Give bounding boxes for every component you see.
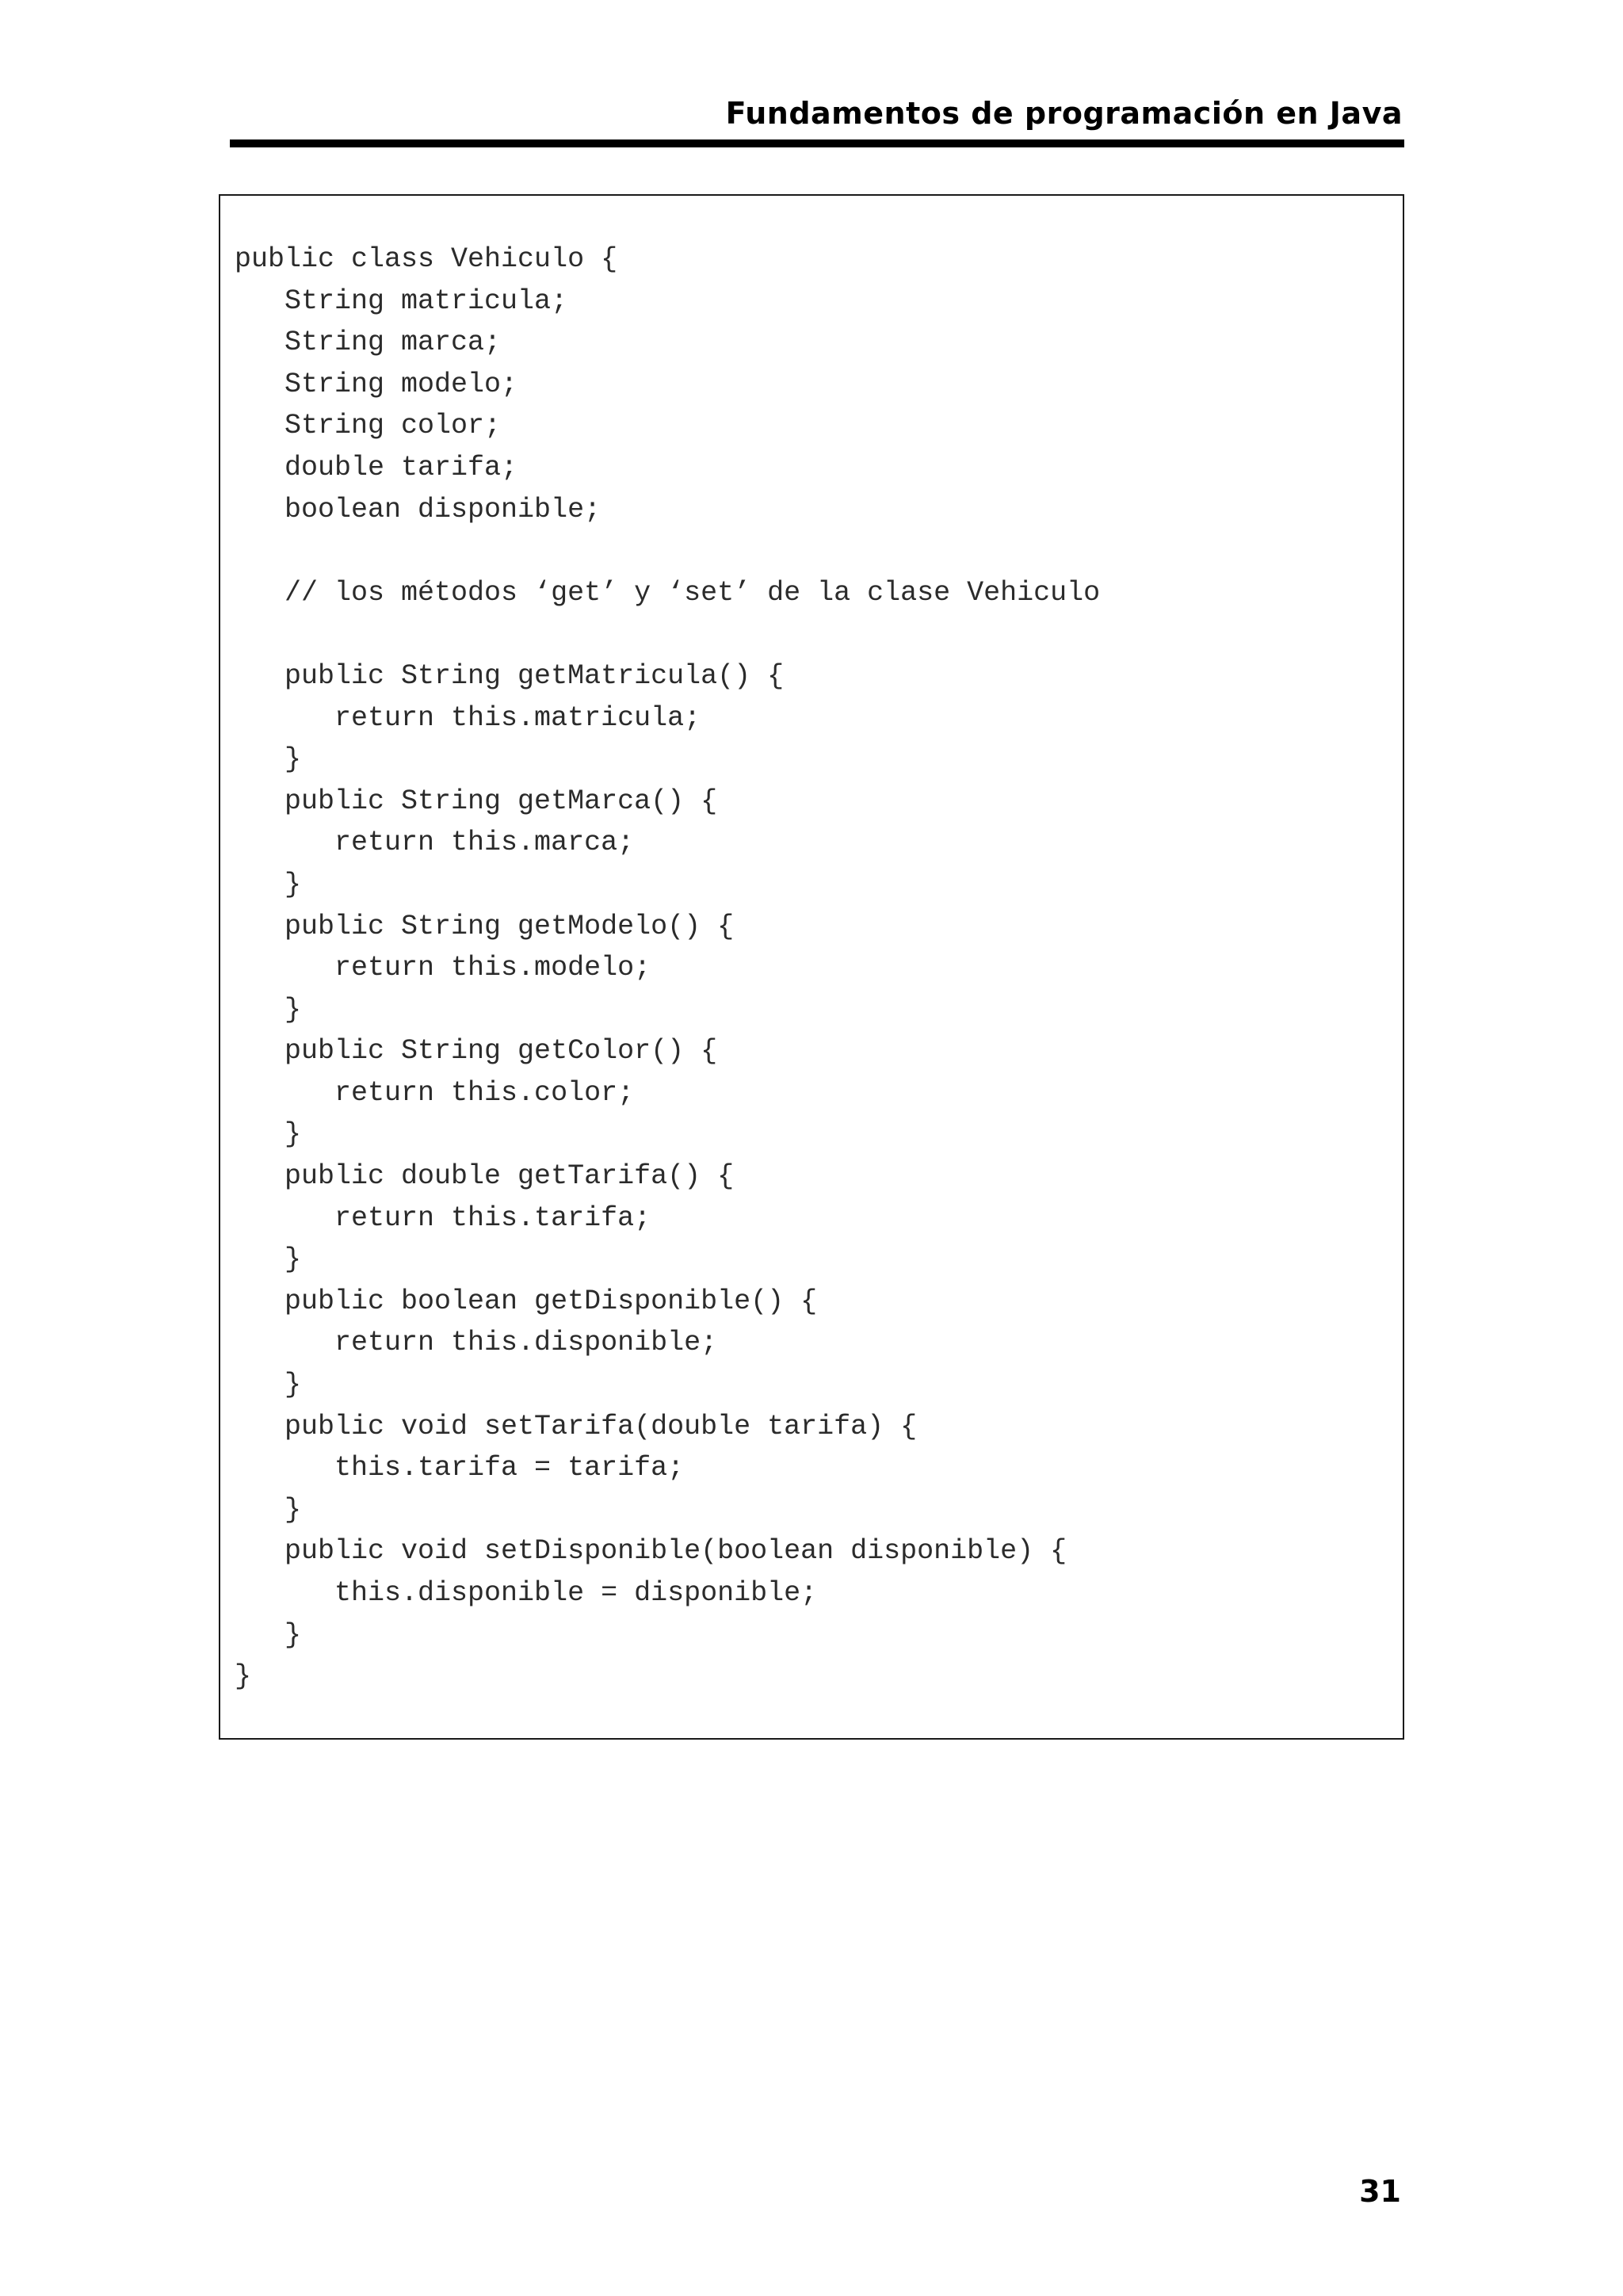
code-line: }: [235, 1660, 252, 1693]
code-line: }: [235, 1118, 302, 1151]
code-line: return this.color;: [235, 1076, 635, 1109]
code-line: [235, 530, 1100, 572]
code-line: public String getModelo() {: [235, 910, 735, 942]
code-line: return this.disponible;: [235, 1327, 718, 1359]
code-line: String color;: [235, 410, 502, 442]
code-line: }: [235, 743, 302, 776]
header-rule: [230, 139, 1404, 147]
code-line: public class Vehiculo {: [235, 243, 618, 275]
code-line: return this.marca;: [235, 827, 635, 859]
code-line: return this.tarifa;: [235, 1201, 651, 1234]
code-line: }: [235, 1493, 302, 1526]
code-line: return this.matricula;: [235, 701, 701, 734]
code-line: }: [235, 1244, 302, 1276]
code-line: public void setTarifa(double tarifa) {: [235, 1410, 918, 1442]
page-number: 31: [1359, 2174, 1401, 2209]
code-line: public String getMarca() {: [235, 785, 718, 817]
code-line: }: [235, 993, 302, 1026]
code-line: public void setDisponible(boolean disponible) {: [235, 1535, 1067, 1568]
code-listing-box: [219, 194, 1404, 1740]
code-line: }: [235, 868, 302, 900]
code-line: return this.modelo;: [235, 952, 651, 984]
code-line: String modelo;: [235, 368, 518, 400]
code-line: boolean disponible;: [235, 493, 601, 525]
code-line: this.tarifa = tarifa;: [235, 1452, 685, 1484]
code-listing: [235, 239, 1100, 1698]
code-line: [235, 613, 1100, 655]
code-line: public String getColor() {: [235, 1035, 718, 1068]
running-header-title: Fundamentos de programación en Java: [725, 96, 1403, 131]
code-line: String marca;: [235, 327, 502, 359]
code-line: }: [235, 1618, 302, 1651]
code-line: }: [235, 1369, 302, 1401]
code-line: double tarifa;: [235, 451, 518, 483]
code-line: public boolean getDisponible() {: [235, 1285, 818, 1317]
code-line: public String getMatricula() {: [235, 659, 785, 692]
code-line: public double getTarifa() {: [235, 1160, 735, 1193]
code-comment-line: // los métodos ‘get’ y ‘set’ de la clase Vehiculo: [235, 576, 1101, 609]
code-line: this.disponible = disponible;: [235, 1577, 818, 1609]
code-line: String matricula;: [235, 285, 568, 317]
